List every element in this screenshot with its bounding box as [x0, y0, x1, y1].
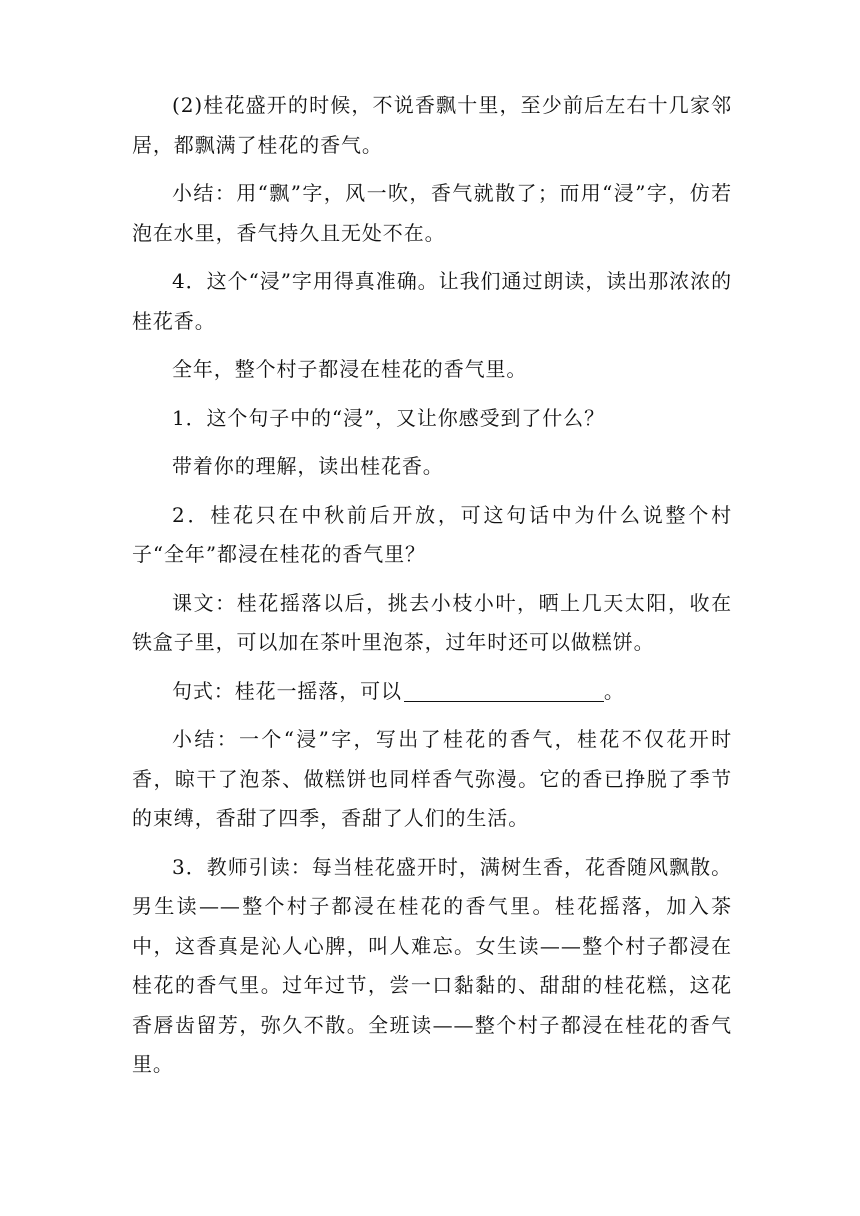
paragraph-text-excerpt: 课文：桂花摇落以后，挑去小枝小叶，晒上几天太阳，收在铁盒子里，可以加在茶叶里泡茶，过年时还可以做糕饼。 — [132, 590, 732, 654]
paragraph-key-sentence: 全年，整个村子都浸在桂花的香气里。 — [172, 357, 528, 381]
paragraph-osmanthus-bloom: (2)桂花盛开的时候，不说香飘十里，至少前后左右十几家邻居，都飘满了桂花的香气。 — [132, 93, 732, 157]
sentence-pattern-prefix: 句式：桂花一摇落，可以 — [172, 678, 402, 703]
paragraph-teacher-guided-reading: 3．教师引读：每当桂花盛开时，满树生香，花香随风飘散。男生读——整个村子都浸在桂花的香气里。桂花摇落，加入茶中，这香真是沁人心脾，叫人难忘。女生读——整个村子都浸在桂花的香气里。过年过节，尝一口黏黏的、甜甜的桂花糕，这花香唇齿留芳，弥久不散。全班读——整个村子都浸在桂花的香气里。 — [132, 854, 732, 1076]
paragraph-summary-jin: 小结：一个“浸”字，写出了桂花的香气，桂花不仅花开时香，晾干了泡茶、做糕饼也同样香气弥漫。它的香已挣脱了季节的束缚，香甜了四季，香甜了人们的生活。 — [132, 727, 732, 830]
paragraph-step-4: 4．这个“浸”字用得真准确。让我们通过朗读，读出那浓浓的桂花香。 — [132, 269, 732, 333]
paragraph-read-aloud: 带着你的理解，读出桂花香。 — [172, 454, 444, 478]
paragraph-summary-piao-jin: 小结：用“飘”字，风一吹，香气就散了；而用“浸”字，仿若泡在水里，香气持久且无处不在。 — [132, 181, 732, 245]
paragraph-question-1: 1．这个句子中的“浸”，又让你感受到了什么？ — [172, 405, 605, 430]
sentence-pattern-exercise — [132, 672, 732, 712]
fill-in-blank-line — [404, 679, 604, 702]
paragraph-question-2: 2．桂花只在中秋前后开放，可这句话中为什么说整个村子“全年”都浸在桂花的香气里？ — [132, 502, 732, 566]
sentence-pattern-suffix: 。 — [603, 678, 625, 703]
